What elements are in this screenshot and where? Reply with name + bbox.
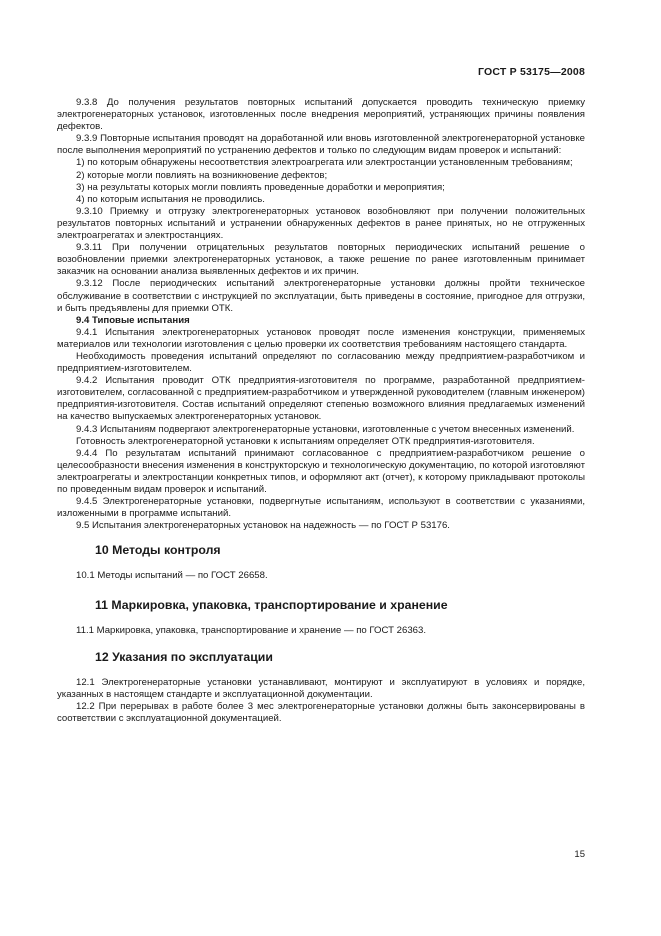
paragraph-12-1: 12.1 Электрогенераторные установки устанавливают, монтируют и эксплуатируют в условиях и порядке, указанных в настоящем стандарте и эксплуатационной документации. [57,676,585,700]
paragraph-9-4-1: 9.4.1 Испытания электрогенераторных установок проводят после изменения конструкции, применяемых материалов или технологии изготовления с целью проверки их соответствия требованиям настоящего стандарта. [57,326,585,350]
paragraph-9-5: 9.5 Испытания электрогенераторных установок на надежность — по ГОСТ Р 53176. [76,520,450,532]
paragraph-10-1: 10.1 Методы испытаний — по ГОСТ 26658. [76,570,268,582]
paragraph-9-3-9: 9.3.9 Повторные испытания проводят на доработанной или вновь изготовленной электрогенераторной установке после выполнения мероприятий по устранению дефектов и только по следующим видам проверок и испытаний: [57,133,585,157]
list-item-4: 4) по которым испытания не проводились. [76,193,265,205]
subsection-title-9-4: 9.4 Типовые испытания [76,314,190,326]
section-title-11: 11 Маркировка, упаковка, транспортирование и хранение [95,597,448,612]
paragraph-9-3-8: 9.3.8 До получения результатов повторных испытаний допускается проводить техническую приемку электрогенераторных установок, изготовленных после внедрения мероприятий, устраняющих причины появления дефектов. [57,97,585,133]
list-item-3: 3) на результаты которых могли повлиять проведенные доработки и мероприятия; [76,181,445,193]
paragraph-9-3-10: 9.3.10 Приемку и отгрузку электрогенераторных установок возобновляют при получении положительных результатов повторных испытаний и устранении обнаруженных дефектов в ранее принятых, но не отгруженных электроагрегатах и электростанциях. [57,205,585,242]
document-body [57,97,585,725]
section-title-10: 10 Методы контроля [95,543,221,558]
paragraph-9-4-3: 9.4.3 Испытаниям подвергают электрогенераторные установки, изготовленные с учетом внесенных изменений. [76,423,575,435]
paragraph-9-4-1-b: Необходимость проведения испытаний определяют по согласованию между предприятием-разработчиком и предприятием-изготовителем. [57,350,585,375]
paragraph-9-3-12: 9.3.12 После периодических испытаний электрогенераторные установки должны пройти техническое обслуживание в соответствии с инструкцией по эксплуатации, быть приведены в состояние, пригодное для отгрузки, и быть предъявлены для приемки ОТК. [57,278,585,314]
paragraph-9-3-11: 9.3.11 При получении отрицательных результатов повторных периодических испытаний решение о возобновлении приемки электрогенераторных установок, а также решение по ранее изготовленным принимает заказчик на основании анализа выявленных дефектов и их причин. [57,242,585,278]
paragraph-12-2: 12.2 При перерывах в работе более 3 мес электрогенераторные установки должны быть законсервированы в соответствии с эксплуатационной документацией. [57,701,585,725]
page-number: 15 [574,849,585,860]
list-item-2: 2) которые могли повлиять на возникновение дефектов; [76,169,328,181]
paragraph-11-1: 11.1 Маркировка, упаковка, транспортирование и хранение — по ГОСТ 26363. [76,624,426,636]
paragraph-9-4-2: 9.4.2 Испытания проводит ОТК предприятия-изготовителя по программе, разработанной предприятием-изготовителем, согласованной с предприятием-разработчиком и утвержденной руководителем (главным инженером) предприятия-изготовителя. Состав испытаний определяют степенью возможного влияния предлагаемых изменений на качество выпускаемых электрогенераторных установок. [57,375,585,423]
paragraph-9-4-4: 9.4.4 По результатам испытаний принимают согласованное с предприятием-разработчиком решение о целесообразности внесения изменения в конструкторскую и технологическую документацию, по которой изготовляют электроагрегаты и электростанции конкретных типов, и оформляют акт (отчет), к которому прикладывают протоколы по проведенным видам проверок и испытаний. [57,447,585,495]
list-item-1: 1) по которым обнаружены несоответствия электроагрегата или электростанции установленным требованиям; [76,157,573,169]
section-title-12: 12 Указания по эксплуатации [95,649,273,664]
paragraph-9-4-3-b: Готовность электрогенераторной установки к испытаниям определяет ОТК предприятия-изготовителя. [76,435,535,447]
document-code-header: ГОСТ Р 53175—2008 [477,66,585,78]
paragraph-9-4-5: 9.4.5 Электрогенераторные установки, подвергнутые испытаниям, используют в соответствии с указаниями, изложенными в программе испытаний. [57,496,585,520]
